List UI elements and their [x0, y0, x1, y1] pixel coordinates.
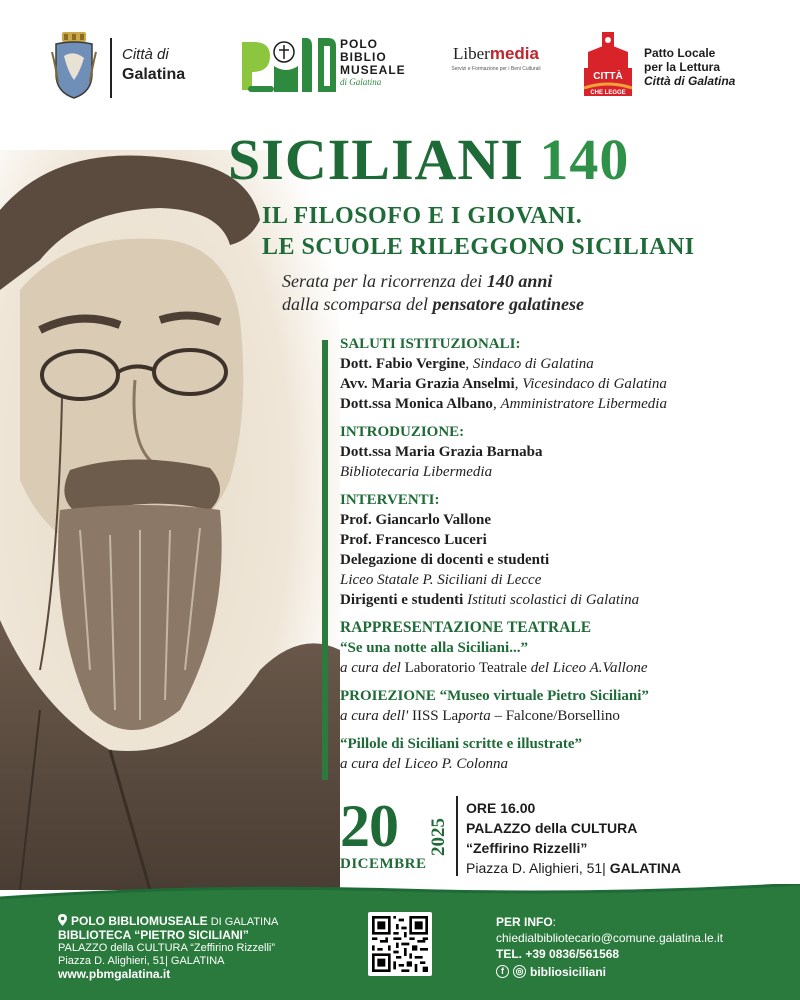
footer — [0, 884, 800, 1000]
introduzione-name — [340, 442, 790, 462]
saluti-name: Dott.ssa Monica Albano — [340, 396, 493, 412]
qr-code[interactable] — [368, 912, 432, 976]
patto-line-2a: per la — [644, 60, 680, 74]
saluti-item: Dott. Fabio Vergine, Sindaco di Galatina — [340, 356, 594, 372]
polo-line-3: MUSEALE — [340, 63, 406, 77]
phone-number: +39 0836/561568 — [522, 947, 620, 961]
footer-line-4: Piazza D. Alighieri, 51| GALATINA — [58, 955, 225, 967]
polo-line-4: di Galatina — [340, 77, 382, 87]
instagram-icon[interactable]: ◎ — [513, 965, 526, 978]
event-venue-2: “Zeffirino Rizzelli” — [466, 840, 588, 856]
info-heading — [496, 914, 723, 930]
lead-line-2b: pensatore galatinese — [432, 294, 584, 314]
interventi-title: INTERVENTI: — [340, 492, 440, 508]
saluti-item: Avv. Maria Grazia Anselmi, Vicesindaco di Galatina — [340, 376, 667, 392]
lead-line-1 — [282, 270, 584, 293]
proiezione-credit-a: a cura dell' — [340, 708, 412, 724]
section-pillole — [340, 734, 790, 774]
citta-di-galatina-logo — [50, 32, 200, 102]
saluti-name: Dott. Fabio Vergine — [340, 356, 466, 372]
patto-line-1: Patto Locale — [644, 46, 716, 60]
footer-website-link[interactable]: www.pbmgalatina.it — [58, 967, 171, 981]
badge-citta-text: CITTÀ — [593, 71, 623, 82]
event-lead — [282, 270, 584, 316]
polo-line-2: BIBLIO — [340, 50, 387, 64]
citta-di-label: Città di — [122, 46, 169, 63]
interventi-item-text: Prof. Francesco Luceri — [340, 532, 487, 548]
qr-code-icon — [372, 916, 428, 972]
proiezione-credit-b: IISS La — [411, 708, 459, 724]
introduzione-role-text: Bibliotecaria Libermedia — [340, 464, 493, 480]
footer-line-3: PALAZZO della CULTURA “Zeffirino Rizzelli” — [58, 942, 275, 954]
proiezione-credit-d: – Falcone/Borsellino — [490, 708, 620, 724]
saluti-title: SALUTI ISTITUZIONALI: — [340, 336, 521, 352]
section-saluti — [340, 334, 790, 414]
header-logos — [0, 0, 800, 110]
badge-che-legge-text: CHE LEGGE — [590, 90, 626, 96]
contact-phone[interactable] — [496, 946, 723, 962]
event-address — [466, 858, 681, 878]
libermedia-part-2: media — [489, 44, 539, 63]
footer-line-1 — [58, 914, 278, 929]
patto-locale-text — [644, 46, 735, 88]
event-subtitle — [262, 201, 695, 263]
libermedia-tagline: Servizi e Formazione per i Beni Culturali — [451, 66, 541, 72]
saluti-role: Amministratore Libermedia — [500, 396, 667, 412]
teatro-credit — [340, 658, 790, 678]
interventi-item-text: Liceo Statale P. Siciliani di Lecce — [340, 572, 542, 588]
footer-line-1b: DI GALATINA — [207, 916, 279, 928]
pillole-credit — [340, 754, 790, 774]
teatro-title: RAPPRESENTAZIONE TEATRALE — [340, 619, 592, 636]
galatina-label: Galatina — [122, 66, 186, 83]
proiezione-show: “Museo virtuale Pietro Siciliani” — [435, 688, 649, 704]
event-program — [340, 334, 790, 782]
lead-line-2 — [282, 293, 584, 316]
title-number: 140 — [539, 127, 630, 192]
event-year-text: 2025 — [428, 818, 449, 856]
subtitle-line-1: IL FILOSOFO E I GIOVANI. — [262, 203, 583, 229]
event-day: 20 — [340, 793, 398, 859]
footer-library-info — [58, 914, 278, 981]
event-time: ORE 16.00 — [466, 800, 536, 816]
lead-line-1a: Serata per la ricorrenza dei — [282, 271, 487, 291]
patto-line-3-text: Città di Galatina — [644, 74, 736, 88]
interventi-item-text: Istituti scolastici di Galatina — [467, 592, 640, 608]
title-word: SICILIANI — [228, 127, 524, 192]
proiezione-heading — [340, 686, 790, 706]
libermedia-wordmark — [453, 44, 539, 64]
lead-line-1b: 140 anni — [486, 271, 553, 291]
event-address-street: Piazza D. Alighieri, 51| — [466, 860, 610, 876]
libermedia-logo — [446, 44, 546, 84]
event-date-block — [340, 793, 780, 880]
interventi-item — [340, 530, 790, 550]
teatro-credit-b: Laboratorio Teatrale — [404, 660, 531, 676]
proiezione-title: PROIEZIONE — [340, 688, 436, 704]
interventi-item-text: Delegazione di docenti e studenti — [340, 552, 550, 568]
social-handle[interactable] — [496, 964, 606, 980]
event-venue-1: PALAZZO della CULTURA — [466, 820, 638, 836]
phone-label: TEL. — [496, 947, 522, 961]
event-title — [228, 126, 629, 193]
interventi-item — [340, 550, 790, 570]
logo-divider — [110, 38, 112, 98]
interventi-item — [340, 590, 790, 610]
pillole-credit-b: Liceo P. Colonna — [404, 756, 509, 772]
event-venue-info — [466, 798, 681, 878]
event-month: DICEMBRE — [340, 856, 427, 872]
interventi-item-text: Dirigenti e studenti — [340, 592, 468, 608]
interventi-item — [340, 570, 790, 590]
footer-contact-info — [496, 914, 723, 980]
patto-line-2b: Lettura — [679, 60, 721, 74]
teatro-credit-d: Liceo A.Vallone — [552, 660, 648, 676]
patto-line-2 — [644, 60, 735, 74]
subtitle-line-2: LE SCUOLE RILEGGONO SICILIANI — [262, 234, 695, 260]
section-interventi — [340, 490, 790, 610]
footer-line-2: BIBLIOTECA “PIETRO SICILIANI” — [58, 928, 249, 942]
location-pin-icon — [58, 914, 67, 926]
facebook-icon[interactable]: f — [496, 965, 509, 978]
program-accent-bar — [322, 340, 328, 780]
teatro-credit-a: a cura del — [340, 660, 405, 676]
saluti-role: Vicesindaco di Galatina — [522, 376, 667, 392]
introduzione-title: INTRODUZIONE: — [340, 424, 465, 440]
citta-che-legge-badge-icon — [580, 30, 636, 98]
galatina-crest-icon — [50, 32, 98, 100]
date-divider — [456, 796, 458, 876]
interventi-item-text: Prof. Giancarlo Vallone — [340, 512, 491, 528]
info-colon: : — [552, 915, 557, 929]
introduzione-role — [340, 462, 790, 482]
saluti-name: Avv. Maria Grazia Anselmi — [340, 376, 515, 392]
polo-bibliomuseale-text — [340, 38, 406, 87]
teatro-show: “Se una notte alla Siciliani...” — [340, 640, 528, 656]
interventi-item — [340, 510, 790, 530]
event-address-city: GALATINA — [609, 860, 682, 876]
saluti-item: Dott.ssa Monica Albano, Amministratore Libermedia — [340, 396, 667, 412]
section-teatro — [340, 618, 790, 678]
section-introduzione — [340, 422, 790, 482]
polo-pbm-mark-icon — [240, 34, 338, 96]
proiezione-credit — [340, 706, 790, 726]
polo-line-1: POLO — [340, 37, 379, 51]
libermedia-part-1: Liber — [453, 44, 490, 63]
lead-line-2a: dalla scomparsa del — [282, 294, 433, 314]
saluti-role: Sindaco di Galatina — [472, 356, 594, 372]
section-proiezione — [340, 686, 790, 726]
footer-line-1a: POLO BIBLIOMUSEALE — [71, 914, 208, 928]
pillole-show: “Pillole di Siciliani scritte e illustrate” — [340, 736, 583, 752]
event-year — [428, 800, 449, 856]
social-handle-text: bibliosiciliani — [530, 964, 607, 979]
contact-email-link[interactable]: chiedialbibliotecario@comune.galatina.le.it — [496, 931, 723, 945]
proiezione-credit-c: porta — [458, 708, 491, 724]
polo-bibliomuseale-logo — [240, 34, 410, 98]
introduzione-name-text: Dott.ssa Maria Grazia Barnaba — [340, 444, 543, 460]
teatro-credit-c: del — [530, 660, 553, 676]
info-label: PER INFO — [496, 915, 553, 929]
patto-locale-logo — [580, 30, 770, 100]
patto-line-3 — [644, 74, 735, 88]
pillole-credit-a: a cura del — [340, 756, 405, 772]
